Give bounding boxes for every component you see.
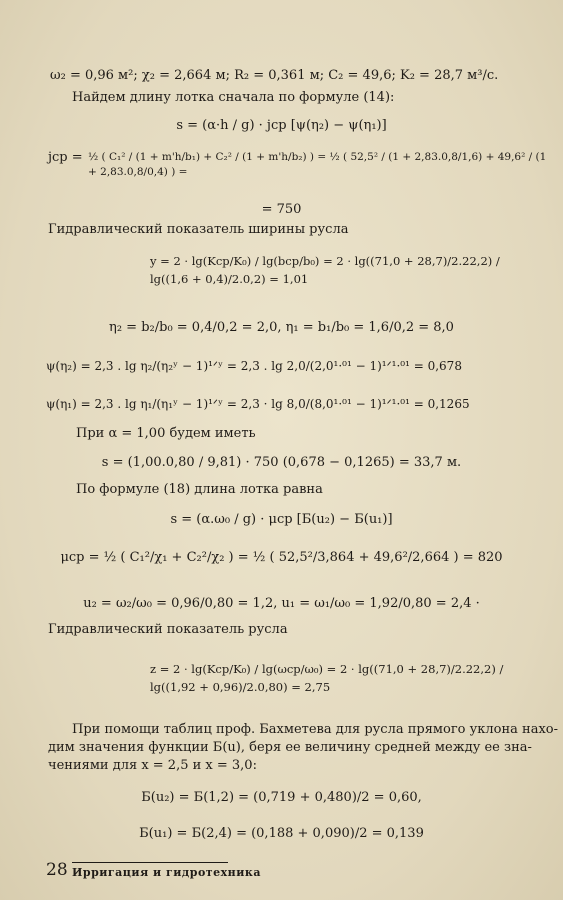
- equation-jcp-result: = 750: [261, 202, 302, 217]
- equation-y: y = 2 · lg(Kср/K₀) / lg(bср/b₀) = 2 · lg((71,0 + 28,7)/2.22,2) / lg((1,6 + 0,4)/2.0,2) = 1,01: [150, 254, 500, 286]
- paragraph-alpha: При α = 1,00 будем иметь: [76, 426, 256, 441]
- paragraph-bakhmetev-2: дим значения функции Б(u), беря ее величину средней между ее зна-: [48, 740, 532, 755]
- equation-eta: η₂ = b₂/b₀ = 0,4/0,2 = 2,0, η₁ = b₁/b₀ = 1,6/0,2 = 8,0: [109, 320, 454, 335]
- equation-s-formula-18: s = (α.ω₀ / g) · μср [Б(u₂) − Б(u₁)]: [170, 512, 393, 527]
- page-number: 28: [46, 860, 68, 880]
- equation-s-result: s = (1,00.0,80 / 9,81) · 750 (0,678 − 0,1265) = 33,7 м.: [101, 455, 462, 470]
- equation-jcp-label: jср =: [48, 150, 83, 165]
- paragraph-bakhmetev-1: При помощи таблиц проф. Бахметева для русла прямого уклона нахо-: [72, 722, 558, 737]
- heading-width-exponent: Гидравлический показатель ширины русла: [48, 222, 349, 237]
- footer-rule: [72, 862, 228, 863]
- equation-mu: μср = ½ ( C₁²/χ₁ + C₂²/χ₂ ) = ½ ( 52,5²/3,864 + 49,6²/2,664 ) = 820: [60, 550, 503, 565]
- equation-s-formula-14: s = (α·h / g) · jср [ψ(η₂) − ψ(η₁)]: [176, 118, 387, 133]
- equation-u: u₂ = ω₂/ω₀ = 0,96/0,80 = 1,2, u₁ = ω₁/ω₀ = 1,92/0,80 = 2,4 ·: [83, 596, 480, 611]
- paragraph-formula-14: Найдем длину лотка сначала по формуле (14):: [72, 90, 395, 105]
- paragraph-formula-18: По формуле (18) длина лотка равна: [76, 482, 323, 497]
- equation-b-u1: Б(u₁) = Б(2,4) = (0,188 + 0,090)/2 = 0,139: [139, 826, 424, 841]
- equation-z: z = 2 · lg(Kср/K₀) / lg(ωср/ω₀) = 2 · lg((71,0 + 28,7)/2.22,2) / lg((1,92 + 0,96)/2.0,80) = 2,75: [150, 662, 504, 694]
- heading-channel-exponent: Гидравлический показатель русла: [48, 622, 288, 637]
- equation-psi-eta1: ψ(η₁) = 2,3 . lg η₁/(η₁ʸ − 1)¹ᐟʸ = 2,3 · lg 8,0/(8,0¹·⁰¹ − 1)¹ᐟ¹·⁰¹ = 0,1265: [46, 397, 470, 411]
- given-values-line: ω₂ = 0,96 м²; χ₂ = 2,664 м; R₂ = 0,361 м; C₂ = 49,6; K₂ = 28,7 м³/с.: [50, 68, 499, 83]
- equation-psi-eta2: ψ(η₂) = 2,3 . lg η₂/(η₂ʸ − 1)¹ᐟʸ = 2,3 . lg 2,0/(2,0¹·⁰¹ − 1)¹ᐟ¹·⁰¹ = 0,678: [46, 359, 462, 373]
- paragraph-bakhmetev-3: чениями для x = 2,5 и x = 3,0:: [48, 758, 257, 773]
- equation-jcp: ½ ( C₁² / (1 + m'h/b₁) + C₂² / (1 + m'h/b₂) ) = ½ ( 52,5² / (1 + 2,83.0,8/1,6) + 49,6² / (1 + 2,83.0,8/0,4) ) =: [88, 151, 547, 178]
- running-title: Ирригация и гидротехника: [72, 866, 261, 879]
- equation-b-u2: Б(u₂) = Б(1,2) = (0,719 + 0,480)/2 = 0,60,: [141, 790, 422, 805]
